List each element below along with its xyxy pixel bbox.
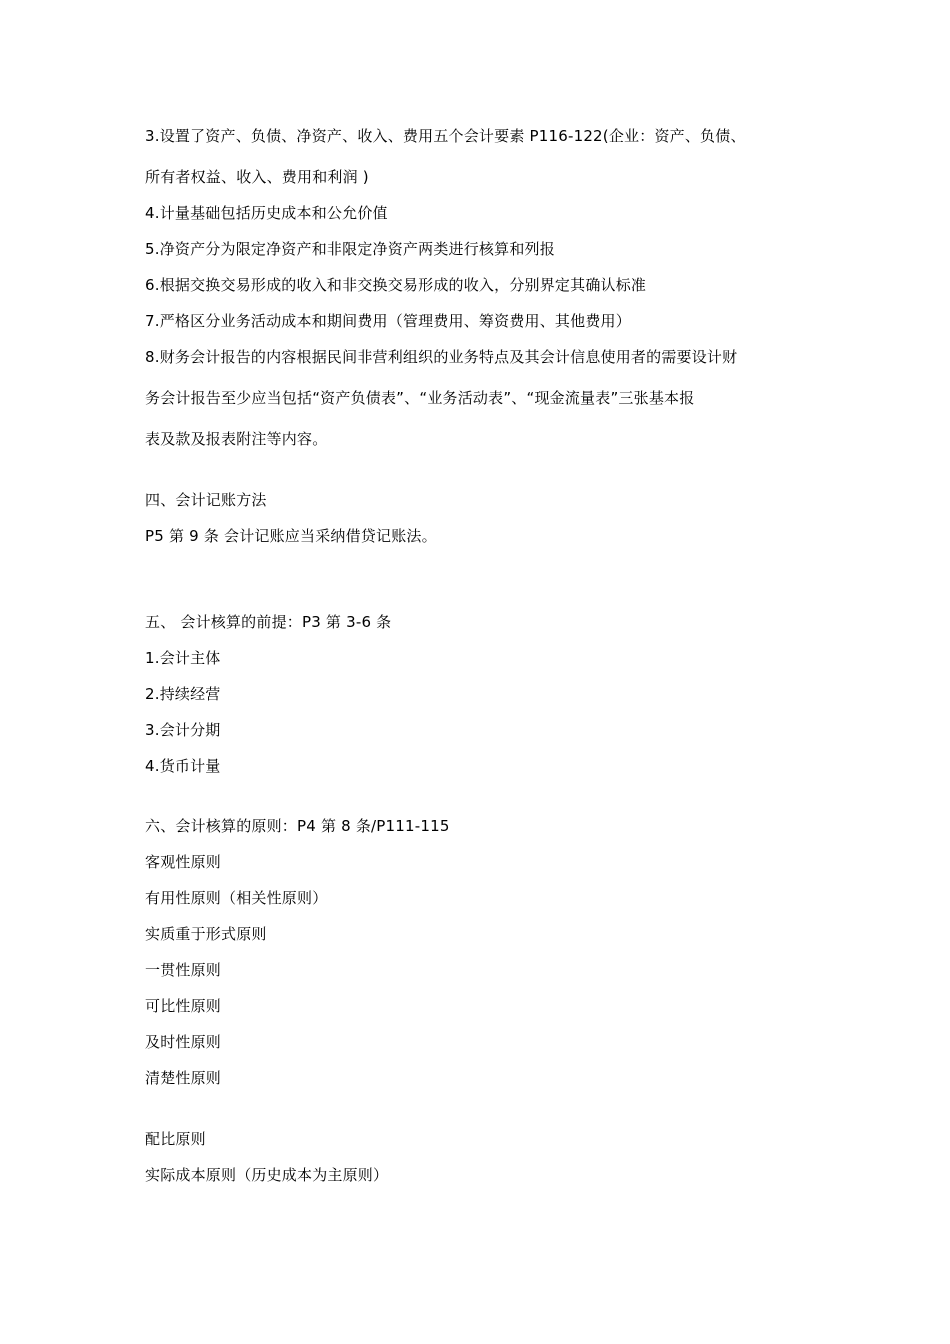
list-item: 客观性原则 <box>145 853 222 871</box>
paragraph-line: 表及款及报表附注等内容。 <box>145 430 328 448</box>
paragraph-line: 务会计报告至少应当包括“资产负债表”、“业务活动表”、“现金流量表”三张基本报 <box>145 389 695 407</box>
paragraph-line: 4.计量基础包括历史成本和公允价值 <box>145 204 388 222</box>
list-item: 4.货币计量 <box>145 757 221 775</box>
list-item: 清楚性原则 <box>145 1069 222 1087</box>
paragraph-line: 3.设置了资产、负债、净资产、收入、费用五个会计要素 P116-122(企业：资产、负债、 <box>145 127 746 145</box>
list-item: 实际成本原则（历史成本为主原则） <box>145 1166 389 1184</box>
section-heading: 四、会计记账方法 <box>145 491 267 509</box>
list-item: 有用性原则（相关性原则） <box>145 889 328 907</box>
list-item: 实质重于形式原则 <box>145 925 267 943</box>
paragraph-line: 5.净资产分为限定净资产和非限定净资产两类进行核算和列报 <box>145 240 555 258</box>
list-item: 3.会计分期 <box>145 721 221 739</box>
paragraph-line: P5 第 9 条 会计记账应当采纳借贷记账法。 <box>145 527 437 545</box>
paragraph-line: 8.财务会计报告的内容根据民间非营利组织的业务特点及其会计信息使用者的需要设计财 <box>145 348 738 366</box>
paragraph-line: 所有者权益、收入、费用和利润 ) <box>145 168 369 186</box>
list-item: 及时性原则 <box>145 1033 222 1051</box>
list-item: 可比性原则 <box>145 997 222 1015</box>
paragraph-line: 7.严格区分业务活动成本和期间费用（管理费用、筹资费用、其他费用） <box>145 312 631 330</box>
list-item: 2.持续经营 <box>145 685 221 703</box>
list-item: 一贯性原则 <box>145 961 222 979</box>
list-item: 1.会计主体 <box>145 649 221 667</box>
list-item: 配比原则 <box>145 1130 206 1148</box>
section-heading: 六、会计核算的原则：P4 第 8 条/P111-115 <box>145 817 450 835</box>
paragraph-line: 6.根据交换交易形成的收入和非交换交易形成的收入，分别界定其确认标准 <box>145 276 647 294</box>
section-heading: 五、 会计核算的前提：P3 第 3-6 条 <box>145 613 392 631</box>
